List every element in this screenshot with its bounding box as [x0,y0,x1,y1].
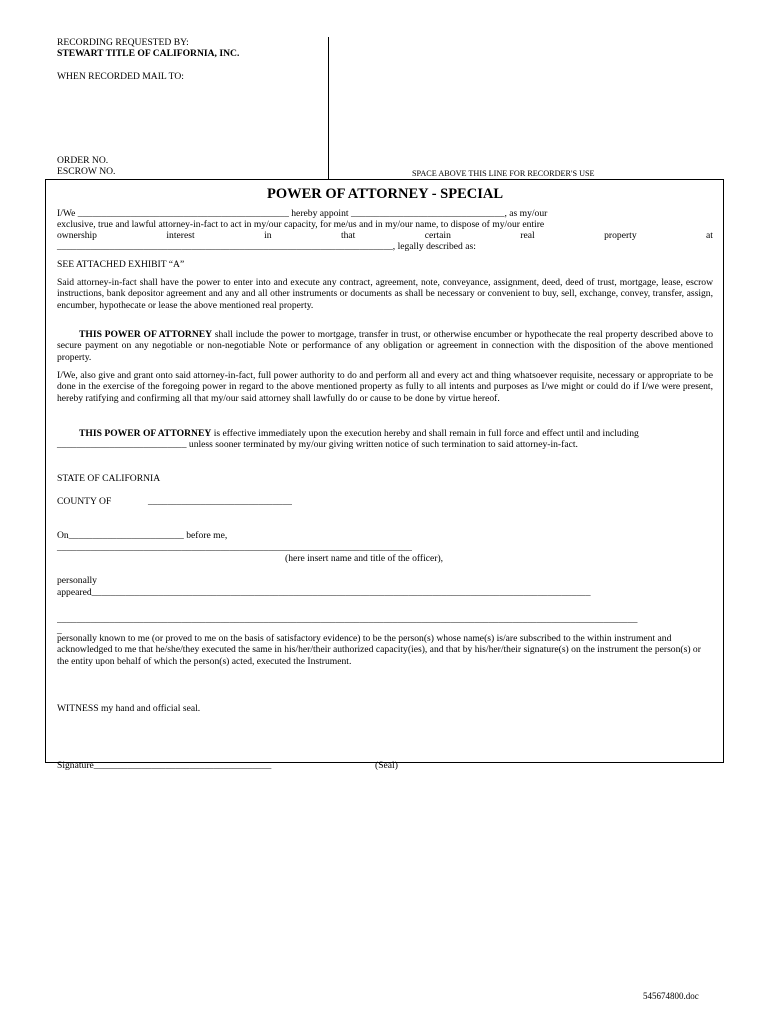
signature-line: Signature_____________________________________ [57,760,272,771]
appeared-line: appeared________________________________________________________________________________________________________ [57,587,591,598]
appoint-word: real [520,230,535,241]
mortgage-paragraph [57,329,713,363]
appoint-word: property [604,230,637,241]
appoint-word: interest [166,230,195,241]
recorder-use-note: SPACE ABOVE THIS LINE FOR RECORDER'S USE [412,169,595,178]
officer-note: (here insert name and title of the officer), [285,553,444,564]
seal-label: (Seal) [375,760,398,771]
appoint-word: at [706,230,713,241]
personally-label: personally [57,575,97,586]
appoint-line-2: exclusive, true and lawful attorney-in-fact to act in my/our capacity, for me/us and in my/our name, to dispose of my/our entire [57,219,545,230]
officer-blank: __________________________________________________________________________ [57,542,412,553]
document-title: POWER OF ATTORNEY - SPECIAL [266,186,504,202]
powers-paragraph: Said attorney-in-fact shall have the power to enter into and execute any contract, agreement, note, conveyance, assignment, deed, deed of trust, mortgage, lease, escrow instructions, bank depositor agreement and any and all other instruments or documents as shall be necessary or convenient to buy, sell, exchange, convey, transfer, assign, encumber, hypothecate or lease the above mentioned real property. [57,277,713,311]
company-name: STEWART TITLE OF CALIFORNIA, INC. [57,48,240,59]
on-date-line: On________________________ before me, [57,530,228,541]
appoint-word: certain [424,230,451,241]
mortgage-paragraph-text: shall include the power to mortgage, transfer in trust, or otherwise encumber or hypothecate the real property described above to secure payment on any negotiable or non-negotiable Note or performance of any obligation or agreement in connection with the disposition of the above mentioned property. [57,329,713,363]
state-label: STATE OF CALIFORNIA [57,473,161,484]
mail-to-label: WHEN RECORDED MAIL TO: [57,71,184,82]
appoint-word: ownership [57,230,97,241]
document-id: 545674800.doc [643,991,699,1001]
effective-paragraph-text: is effective immediately upon the execution hereby and shall remain in full force and effect until and including ___________________________ unless sooner terminated by my/our giving written notice of such termination to said attorney-in-fact. [57,428,639,451]
witness-line: WITNESS my hand and official seal. [57,703,201,714]
effective-paragraph-lead: THIS POWER OF ATTORNEY [79,428,212,439]
effective-paragraph [57,428,705,451]
county-label: COUNTY OF [57,496,112,507]
header-divider-line [328,37,329,179]
personally-known-paragraph: personally known to me (or proved to me on the basis of satisfactory evidence) to be the person(s) whose name(s) is/are subscribed to the within instrument and acknowledged to me that he/she/they executed the same in his/her/their authorized capacity(ies), and that by his/her/their signature(s) on the instrument the person(s) or the entity upon behalf of which the person(s) acted, executed the Instrument. [57,633,701,667]
exhibit-reference: SEE ATTACHED EXHIBIT “A” [57,259,185,270]
order-no-label: ORDER NO. [57,155,109,166]
escrow-no-label: ESCROW NO. [57,166,116,177]
underscore-mark: _ [57,625,62,636]
appoint-line-4: ______________________________________________________________________, legally described as: [57,241,476,252]
full-blank-line: _________________________________________________________________________________________________________________________ [57,614,638,625]
county-blank: ______________________________ [148,496,292,507]
appoint-word: that [340,230,356,241]
recording-requested-label: RECORDING REQUESTED BY: [57,37,189,48]
appoint-line-3 [57,230,713,241]
appoint-word: in [264,230,272,241]
authority-paragraph: I/We, also give and grant onto said attorney-in-fact, full power authority to do and perform all and every act and thing whatsoever requisite, necessary or appropriate to be done in the exercise of the foregoing power in regard to the above mentioned property as fully to all intents and purposes as I/we might or could do if I/we were present, hereby ratifying and confirming all that my/our said attorney shall lawfully do or cause to be done by virtue hereof. [57,370,713,404]
appoint-line-1: I/We ____________________________________________ hereby appoint ________________________________, as my/our [57,208,548,219]
mortgage-paragraph-lead: THIS POWER OF ATTORNEY [79,329,213,340]
